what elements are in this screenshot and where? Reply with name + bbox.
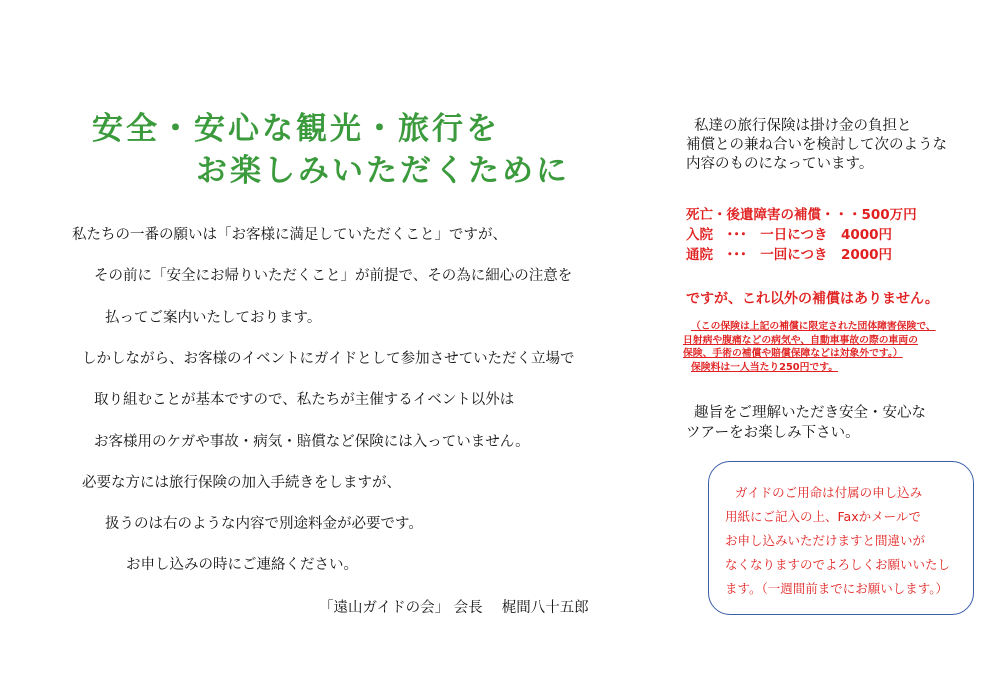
insurance-note-line-2: 日射病や腹痛などの病気や、自動車事故の際の車両の — [683, 334, 918, 346]
closing-2: ツアーをお楽しみ下さい。 — [686, 425, 860, 441]
insurance-note-line-3: 保険、手術の補償や賠償保障などは対象外です。） — [683, 348, 903, 359]
title-line-2: お楽しみいただくために — [196, 153, 570, 189]
message-line-7: 必要な方には旅行保険の加入手続きをしますが、 — [82, 475, 401, 491]
notice-line-2: 用紙にご記入の上、Faxかメールで — [725, 509, 921, 524]
message-line-1: 私たちの一番の願いは「お客様に満足していただくこと」ですが、 — [72, 227, 507, 243]
insurance-intro-2: 補償との兼ね合いを検討して次のような — [686, 137, 947, 153]
message-line-3: 払ってご案内いたしております。 — [105, 310, 322, 326]
insurance-note-line-4: 保険料は一人当たり250円です。 — [691, 361, 839, 373]
insurance-note-line-1: （この保険は上記の補償に限定された団体障害保険で、 — [691, 321, 936, 332]
title-line-1: 安全・安心な観光・旅行を — [92, 111, 500, 147]
message-line-5: 取り組むことが基本ですので、私たちが主催するイベント以外は — [94, 392, 515, 408]
coverage-exclusion: ですが、これ以外の補償はありません。 — [686, 291, 939, 307]
notice-line-5: ます。（一週間前までにお願いします。） — [725, 581, 949, 596]
closing-1: 趣旨をご理解いただき安全・安心な — [694, 405, 926, 421]
message-line-2: その前に「安全にお帰りいただくこと」が前提で、その為に細心の注意を — [94, 268, 573, 284]
insurance-intro-1: 私達の旅行保険は掛け金の負担と — [694, 118, 912, 134]
notice-line-3: お申し込みいただけますと間違いが — [725, 533, 926, 548]
message-line-4: しかしながら、お客様のイベントにガイドとして参加させていただく立場で — [82, 351, 575, 367]
notice-line-4: なくなりますのでよろしくお願いいたし — [725, 557, 951, 572]
coverage-hospital: 入院 ･･･ 一日につき 4000円 — [686, 227, 893, 243]
insurance-note — [683, 320, 993, 374]
notice-line-1: ガイドのご用命は付属の申し込み — [735, 485, 923, 500]
message-line-9: お申し込みの時にご連絡ください。 — [126, 557, 358, 573]
signature: 「遠山ガイドの会」 会長 梶間八十五郎 — [319, 600, 589, 616]
message-line-8: 扱うのは右のような内容で別途料金が必要です。 — [105, 516, 423, 532]
coverage-outpatient: 通院 ･･･ 一回につき 2000円 — [686, 247, 893, 263]
message-line-6: お客様用のケガや事故・病気・賠償など保険には入っていません。 — [94, 434, 530, 450]
coverage-death: 死亡・後遺障害の補償・・・500万円 — [686, 207, 917, 223]
insurance-intro-3: 内容のものになっています。 — [686, 156, 874, 172]
